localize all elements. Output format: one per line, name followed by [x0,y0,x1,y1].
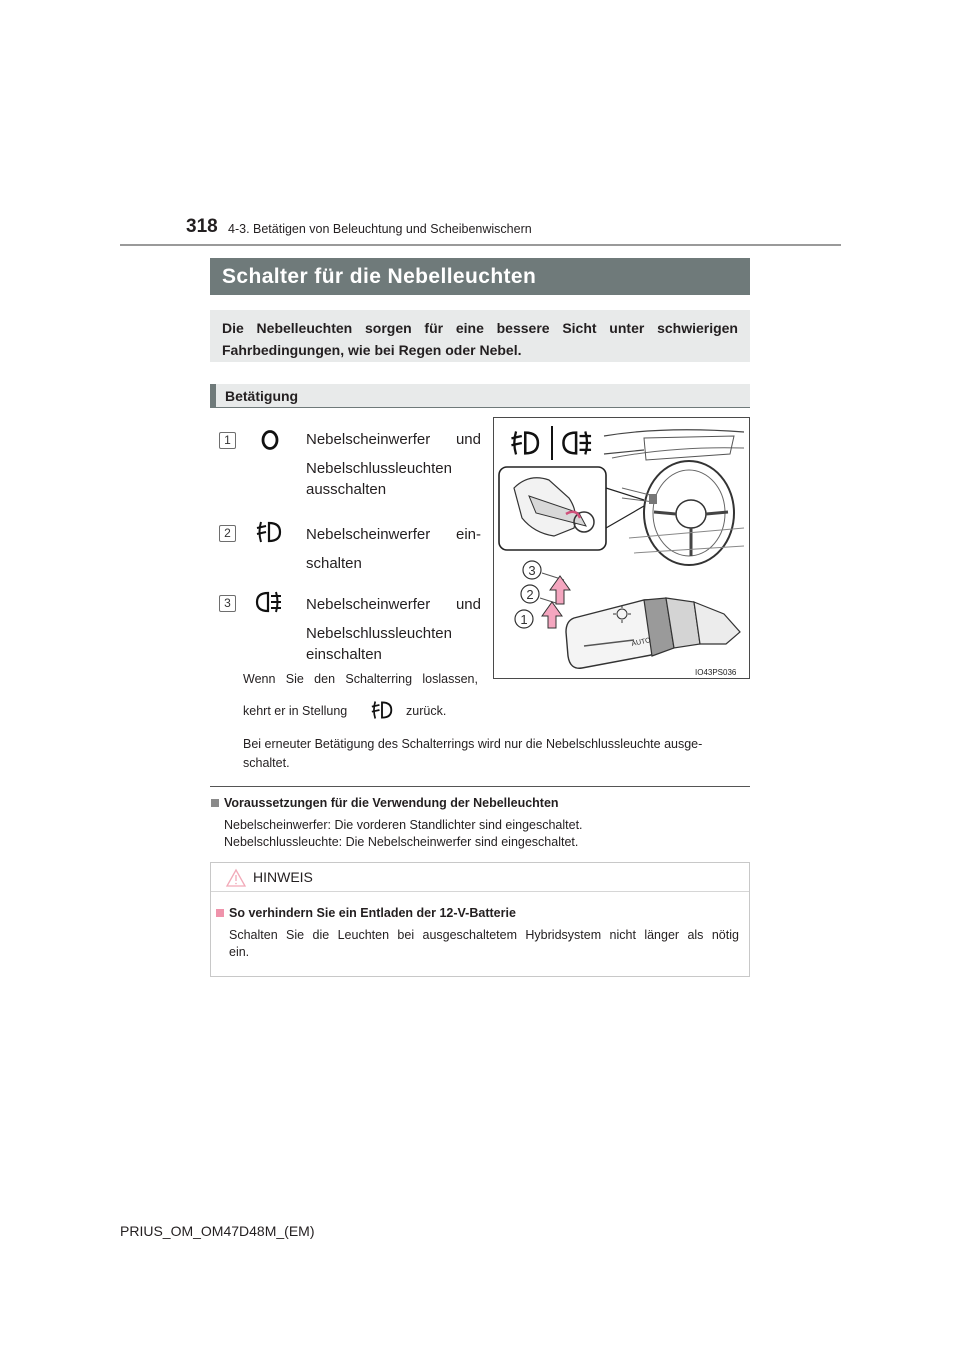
hinweis-title: So verhindern Sie ein Entladen der 12-V-Batterie [229,906,516,920]
conditions-line2: Nebelschlussleuchte: Die Nebelscheinwerfer sind eingeschaltet. [224,835,579,849]
hinweis-word: nötig [711,928,739,942]
item-1-line2: Nebelschlussleuchten [306,460,452,477]
repeat-note-line2: schaltet. [243,756,290,770]
note-word: Wenn [243,672,276,686]
front-fog-lamp-icon [369,699,395,721]
item-1-word: und [455,431,481,448]
item-2-word: ein- [455,526,481,543]
hinweis-word: länger [644,928,680,942]
off-ring-icon [258,428,282,452]
item-1-text [306,429,481,500]
header-rule [120,244,841,246]
hinweis-word: bei [397,928,415,942]
callout-2: 2 [526,587,534,602]
hinweis-line1 [229,927,739,944]
item-2-line2: schalten [306,555,362,572]
item-2-word: Nebelscheinwerfer [306,526,431,543]
item-3-line1 [306,594,481,615]
item-3-line2: Nebelschlussleuchten [306,625,452,642]
callout-1: 1 [520,612,528,627]
warning-triangle-icon [225,868,247,888]
item-number-3: 3 [219,595,236,612]
repeat-note-line1: Bei erneuter Betätigung des Schalterrings wird nur die Nebelschlussleuchte ausge- [243,737,703,751]
item-3-text [306,594,481,665]
front-fog-lamp-icon [254,519,284,545]
hinweis-word: Sie [286,928,305,942]
note-word: den [314,672,336,686]
item-1-line3: ausschalten [306,481,387,498]
hinweis-word: ausgeschaltetem [422,928,518,942]
intro-box [210,310,750,362]
conditions-title: Voraussetzungen für die Verwendung der Nebelleuchten [224,796,559,810]
hinweis-label: HINWEIS [253,869,313,885]
note-word: Sie [285,672,304,686]
subheading-operation: Betätigung [210,384,750,408]
hinweis-word: als [687,928,704,942]
page-title: Schalter für die Nebelleuchten [210,258,750,295]
return-note-line2-start: kehrt er in Stellung [243,704,348,718]
hinweis-word: Hybridsystem [525,928,602,942]
section-breadcrumb: 4-3. Betätigen von Beleuchtung und Scheibenwischern [228,222,532,236]
item-2-text [306,524,481,574]
illustration-drawing [494,418,749,678]
document-code: PRIUS_OM_OM47D48M_(EM) [120,1223,315,1239]
hinweis-word: Schalten [229,928,278,942]
page-number: 318 [186,216,218,237]
item-3-word: und [455,596,481,613]
hinweis-line2: ein. [229,945,250,959]
callout-3: 3 [528,563,536,578]
hinweis-word: nicht [609,928,636,942]
return-note-line2-end: zurück. [406,704,447,718]
item-1-word: Nebelscheinwerfer [306,431,431,448]
rear-fog-lamp-icon [254,589,284,615]
item-number-1: 1 [219,432,236,449]
conditions-line1: Nebelscheinwerfer: Die vorderen Standlichter sind eingeschaltet. [224,818,583,832]
item-3-line3: einschalten [306,646,382,663]
item-number-2: 2 [219,525,236,542]
return-note-line1 [243,672,478,686]
item-2-line1 [306,524,481,545]
fog-switch-illustration [493,417,750,679]
auto-label: AUTO [630,637,652,648]
hinweis-word: Leuchten [337,928,390,942]
item-1-line1 [306,429,481,450]
item-3-word: Nebelscheinwerfer [306,596,431,613]
section-divider [210,786,750,787]
hinweis-word: die [312,928,330,942]
illustration-code: IO43PS036 [695,668,737,677]
square-bullet-icon [211,799,219,807]
note-word: Schalterring [345,672,413,686]
square-bullet-icon [216,909,224,917]
note-word: loslassen, [422,672,478,686]
intro-text: Die Nebelleuchten sorgen für eine bessere Sicht unter schwierigen Fahrbedingungen, wie bei Regen oder Nebel. [222,320,738,358]
